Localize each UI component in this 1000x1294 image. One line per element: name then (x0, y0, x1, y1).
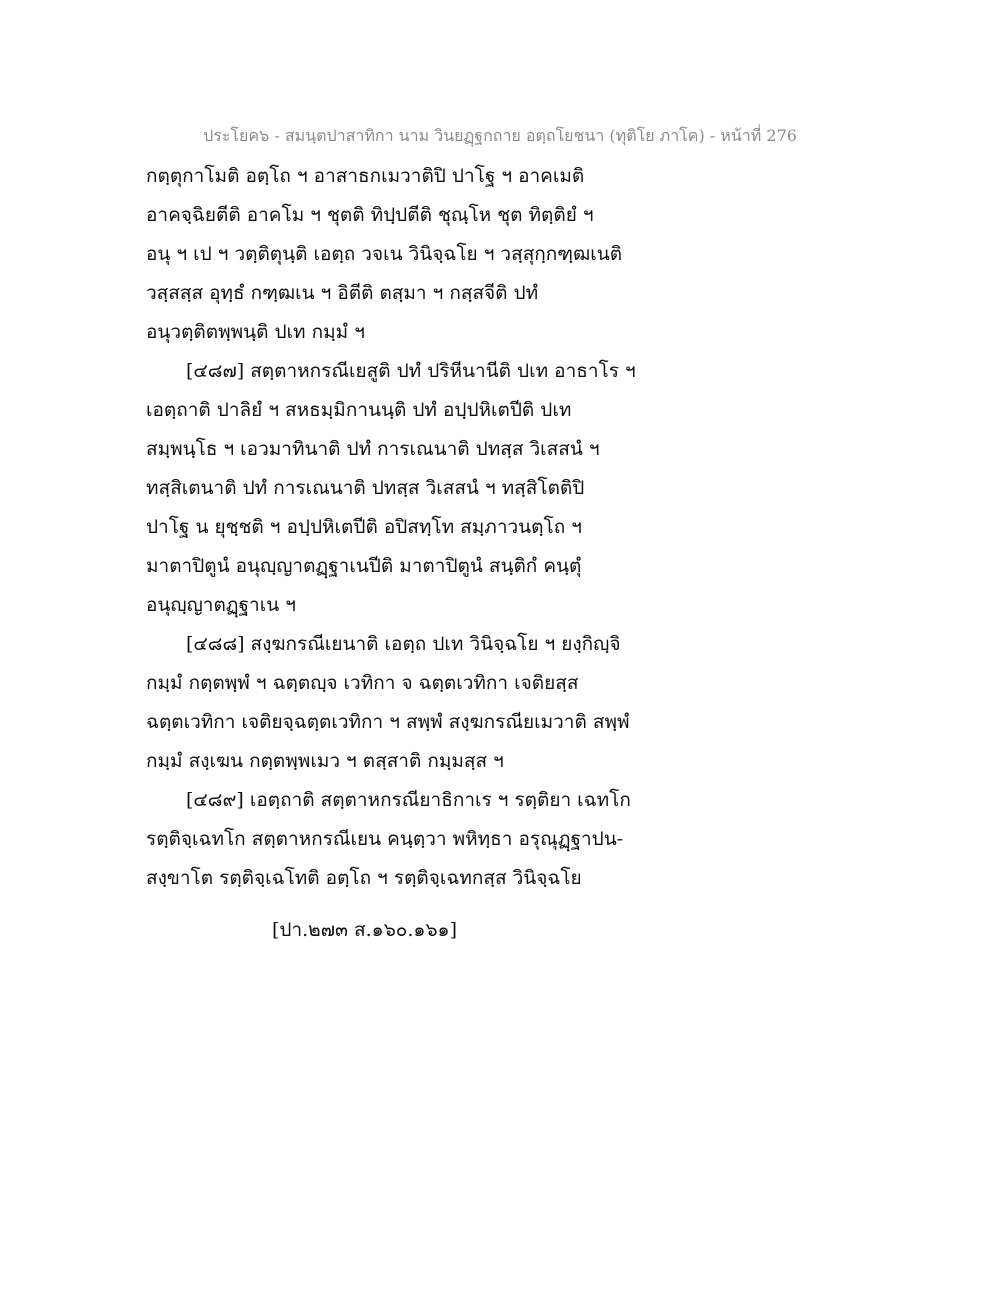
page-reference: [ปา.๒๗๓ ส.๑๖๐.๑๖๑] (272, 919, 458, 941)
page-header (0, 124, 1000, 148)
text-line: อนุญฺญาตฏฺฐาเน ฯ (146, 594, 296, 616)
text-line: มาตาปิตูนํ อนุญฺญาตฏฺฐาเนปีติ มาตาปิตูนํ สนฺติกํ คนฺตุํ (146, 555, 582, 577)
text-line: รตฺติจฺเฉทโก สตฺตาหกรณีเยน คนฺตฺวา พหิทฺธา อรุณุฏฺฐาปน- (146, 828, 624, 850)
text-line: ฉตฺตเวทิกา เจติยจฺฉตฺตเวทิกา ฯ สพฺพํ สงฺฆกรณียเมวาติ สพฺพํ (146, 711, 630, 733)
text-line: วสฺสสฺส อุทฺธํ กฑฺฒเน ฯ อิตีติ ตสฺมา ฯ กสฺสจีติ ปทํ (146, 282, 539, 304)
paragraph-489-start: [๔๘๙] เอตฺถาติ สตฺตาหกรณียาธิกาเร ฯ รตฺติยา เฉทโก (186, 789, 631, 811)
paragraph-488-start: [๔๘๘] สงฺฆกรณีเยนาติ เอตฺถ ปเท วินิจฺฉโย ฯ ยงฺกิญฺจิ (186, 633, 621, 655)
text-line: เอตฺถาติ ปาลิยํ ฯ สหธมฺมิกานนฺติ ปทํ อปฺปหิเตปีติ ปเท (146, 399, 572, 421)
text-line: กตฺตุกาโมติ อตฺโถ ฯ อาสาธกเมวาติปิ ปาโฐ ฯ อาคเมติ (146, 165, 585, 187)
text-line: กมฺมํ กตฺตพฺพํ ฯ ฉตฺตญฺจ เวทิกา จ ฉตฺตเวทิกา เจติยสฺส (146, 672, 579, 694)
text-line: ปาโฐ น ยุชฺชติ ฯ อปฺปหิเตปีติ อปิสทฺโท สมฺภาวนตฺโถ ฯ (146, 516, 582, 538)
text-line: สมฺพนฺโธ ฯ เอวมาทินาติ ปทํ การเณนาติ ปทสฺส วิเสสนํ ฯ (146, 438, 600, 460)
page-header-text: ประโยค๖ - สมนฺตปาสาทิกา นาม วินยฏฺฐกถาย อตฺถโยชนา (ทุติโย ภาโค) - หน้าที่ 276 (203, 126, 797, 145)
text-line: สงฺขาโต รตฺติจฺเฉโทติ อตฺโถ ฯ รตฺติจฺเฉทกสฺส วินิจฺฉโย (146, 867, 582, 889)
text-line: ทสฺสิเตนาติ ปทํ การเณนาติ ปทสฺส วิเสสนํ ฯ ทสฺสิโตติปิ (146, 477, 585, 499)
text-line: อาคจฺฉิยตีติ อาคโม ฯ ชุตติ ทิปฺปตีติ ชุณฺโห ชุต ทิตฺติยํ ฯ (146, 204, 594, 226)
text-line: อนุวตฺติตพฺพนฺติ ปเท กมฺมํ ฯ (146, 321, 365, 343)
text-line: กมฺมํ สงฺเฆน กตฺตพฺพเมว ฯ ตสฺสาติ กมฺมสฺส ฯ (146, 750, 504, 772)
body-text (146, 158, 866, 899)
paragraph-487-start: [๔๘๗] สตฺตาหกรณีเยสูติ ปทํ ปริหีนานีติ ปเท อาธาโร ฯ (186, 360, 636, 382)
text-line: อนุ ฯ เป ฯ วตฺติตุนฺติ เอตฺถ วจเน วินิจฺฉโย ฯ วสฺสุกฺกฑฺฒเนติ (146, 243, 623, 265)
